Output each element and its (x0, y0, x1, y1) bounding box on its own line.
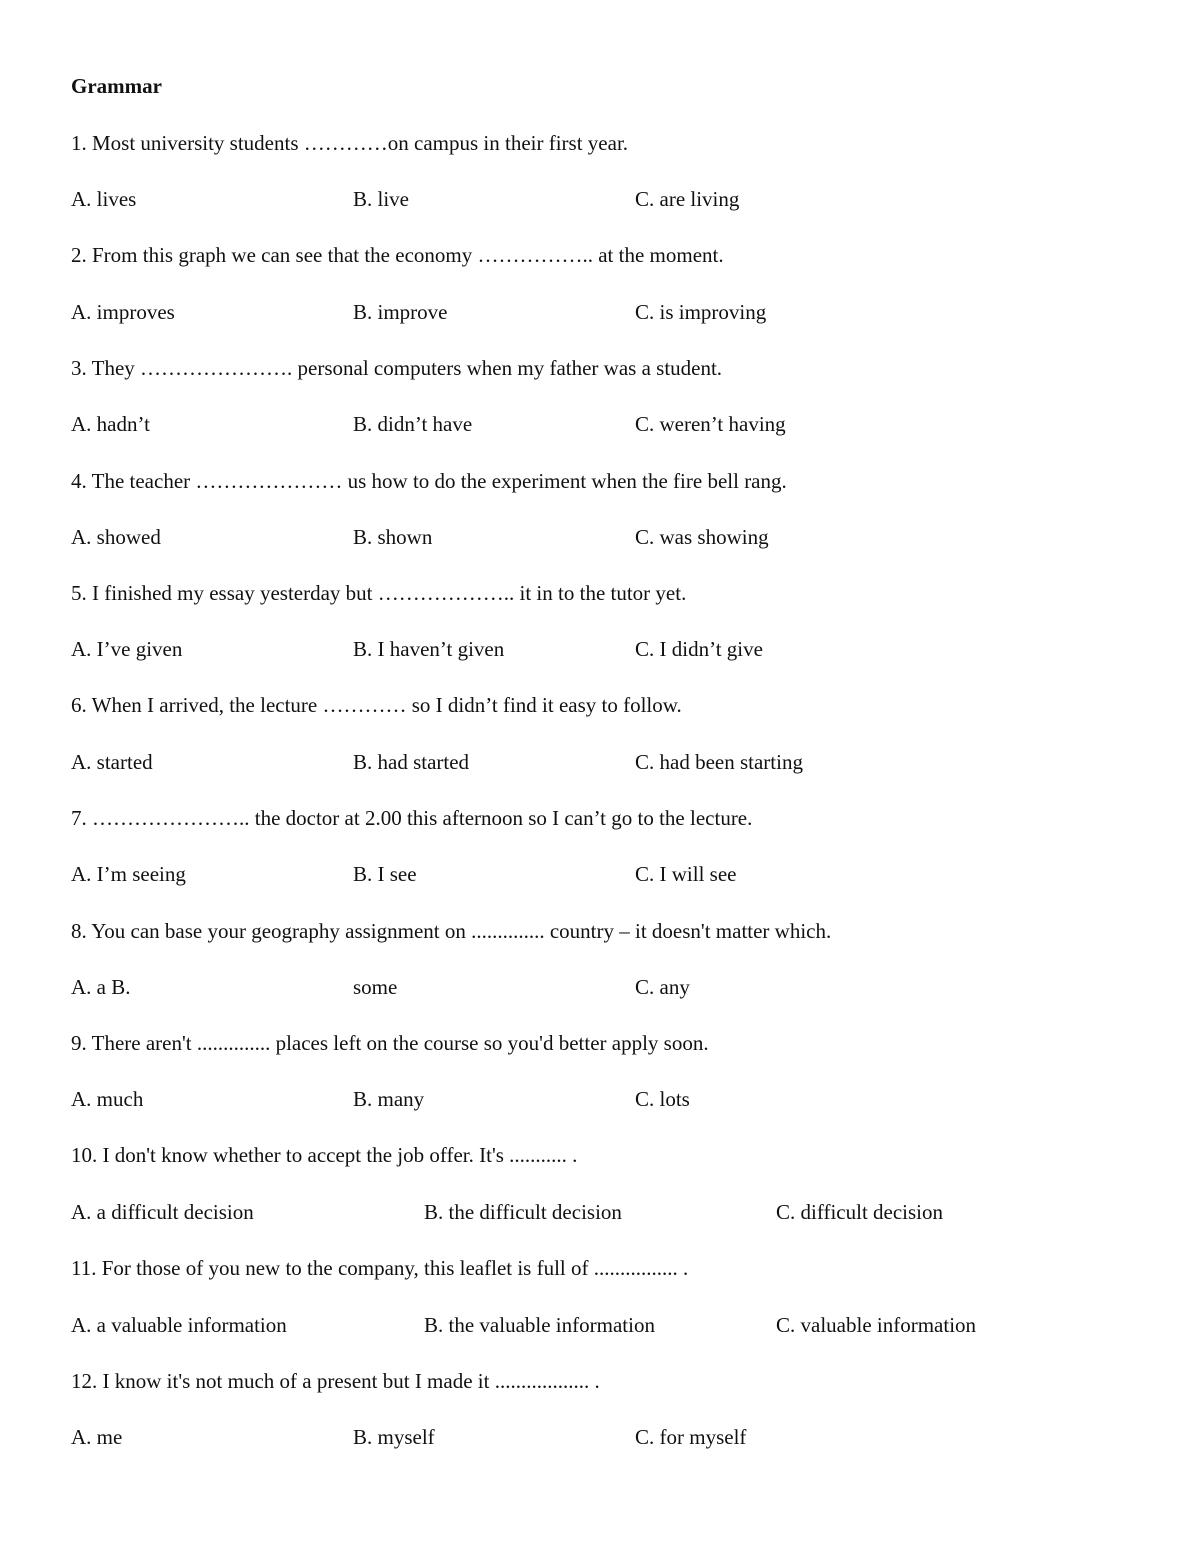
question-3-option-b: B. didn’t have (353, 412, 473, 436)
question-9-option-b: B. many (353, 1087, 425, 1111)
question-10: 10. I don't know whether to accept the job offer. It's ........... . (71, 1143, 578, 1167)
question-11-option-a: A. a valuable information (71, 1313, 287, 1337)
question-9-option-a: A. much (71, 1087, 144, 1111)
question-4-option-a: A. showed (71, 525, 161, 549)
question-2-option-c: C. is improving (635, 300, 767, 324)
question-3-option-a: A. hadn’t (71, 412, 150, 436)
question-6: 6. When I arrived, the lecture ………… so I didn’t find it easy to follow. (71, 693, 682, 717)
question-11-option-b: B. the valuable information (424, 1313, 655, 1337)
question-1: 1. Most university students …………on campus in their first year. (71, 131, 629, 155)
question-4-option-c: C. was showing (635, 525, 769, 549)
question-9-option-c: C. lots (635, 1087, 690, 1111)
question-5-option-a: A. I’ve given (71, 637, 183, 661)
question-12-option-a: A. me (71, 1425, 123, 1449)
question-6-option-b: B. had started (353, 750, 470, 774)
question-11-option-c: C. valuable information (776, 1313, 977, 1337)
question-4: 4. The teacher ………………… us how to do the experiment when the fire bell rang. (71, 469, 787, 493)
question-1-option-b: B. live (353, 187, 409, 211)
question-7-option-a: A. I’m seeing (71, 862, 186, 886)
question-5-option-c: C. I didn’t give (635, 637, 763, 661)
question-2-option-a: A. improves (71, 300, 175, 324)
question-6-option-c: C. had been starting (635, 750, 803, 774)
question-10-option-c: C. difficult decision (776, 1200, 944, 1224)
question-8-option-c: C. any (635, 975, 690, 999)
question-8: 8. You can base your geography assignment on .............. country – it doesn't matter which. (71, 919, 832, 943)
question-3-option-c: C. weren’t having (635, 412, 786, 436)
question-10-option-a: A. a difficult decision (71, 1200, 254, 1224)
section-heading: Grammar (71, 74, 162, 98)
question-7-option-c: C. I will see (635, 862, 737, 886)
question-1-option-a: A. lives (71, 187, 137, 211)
question-2-option-b: B. improve (353, 300, 448, 324)
question-7: 7. ………………….. the doctor at 2.00 this afternoon so I can’t go to the lecture. (71, 806, 753, 830)
question-12-option-b: B. myself (353, 1425, 435, 1449)
question-5: 5. I finished my essay yesterday but ……………….. it in to the tutor yet. (71, 581, 687, 605)
question-8-option-a: A. a B. (71, 975, 131, 999)
question-7-option-b: B. I see (353, 862, 417, 886)
question-8-option-b: some (353, 975, 398, 999)
question-12-option-c: C. for myself (635, 1425, 747, 1449)
question-6-option-a: A. started (71, 750, 153, 774)
question-2: 2. From this graph we can see that the economy …………….. at the moment. (71, 243, 724, 267)
question-5-option-b: B. I haven’t given (353, 637, 505, 661)
question-11: 11. For those of you new to the company, this leaflet is full of ................ . (71, 1256, 689, 1280)
question-1-option-c: C. are living (635, 187, 740, 211)
question-3: 3. They …………………. personal computers when my father was a student. (71, 356, 723, 380)
question-9: 9. There aren't .............. places left on the course so you'd better apply soon. (71, 1031, 709, 1055)
question-4-option-b: B. shown (353, 525, 433, 549)
question-12: 12. I know it's not much of a present but I made it .................. . (71, 1369, 600, 1393)
question-10-option-b: B. the difficult decision (424, 1200, 622, 1224)
